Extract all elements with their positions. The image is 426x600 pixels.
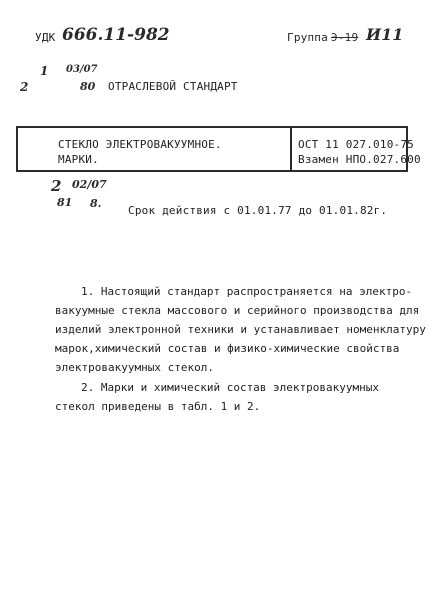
handwritten-number-1: 1 — [40, 64, 49, 78]
body-line-5: электровакуумных стекол. — [55, 361, 214, 374]
handwritten-code-1: 03/07 — [66, 64, 98, 75]
handwritten-mark: 8. — [90, 197, 102, 210]
title-box-divider — [290, 128, 292, 170]
industry-standard-heading: ОТРАСЛЕВОЙ СТАНДАРТ — [108, 80, 238, 93]
handwritten-code-2: 02/07 — [72, 178, 107, 191]
handwritten-number-80: 80 — [80, 80, 96, 93]
document-title-line1: СТЕКЛО ЭЛЕКТРОВАКУУМНОЕ. — [58, 138, 222, 151]
group-new-code: И11 — [366, 25, 404, 44]
body-line-4: марок,химический состав и физико-химические свойства — [55, 342, 400, 355]
body-line-7: стекол приведены в табл. 1 и 2. — [55, 400, 261, 413]
replaces-code: Взамен НПО.027.600 — [298, 153, 421, 166]
body-line-2: вакуумные стекла массового и серийного производства для — [55, 304, 420, 317]
body-line-3: изделий электронной техники и устанавливает номенклатуру — [55, 323, 426, 336]
validity-period: Срок действия с 01.01.77 до 01.01.82г. — [128, 204, 388, 217]
handwritten-number-2: 2 — [20, 80, 29, 94]
udk-number: 666.11-982 — [62, 25, 170, 45]
handwritten-number-81: 81 — [57, 196, 73, 209]
udk-label: УДК — [35, 31, 56, 44]
standard-code: ОСТ 11 027.010-75 — [298, 138, 414, 151]
group-old-code: Э-19 — [331, 31, 359, 44]
body-line-6: 2. Марки и химический состав электровакуумных — [81, 381, 380, 394]
body-line-1: 1. Настоящий стандарт распространяется на электро- — [81, 285, 413, 298]
group-label: Группа — [287, 31, 328, 44]
title-box — [16, 126, 421, 172]
handwritten-number-2b: 2 — [51, 177, 62, 195]
document-title-line2: МАРКИ. — [58, 153, 99, 166]
